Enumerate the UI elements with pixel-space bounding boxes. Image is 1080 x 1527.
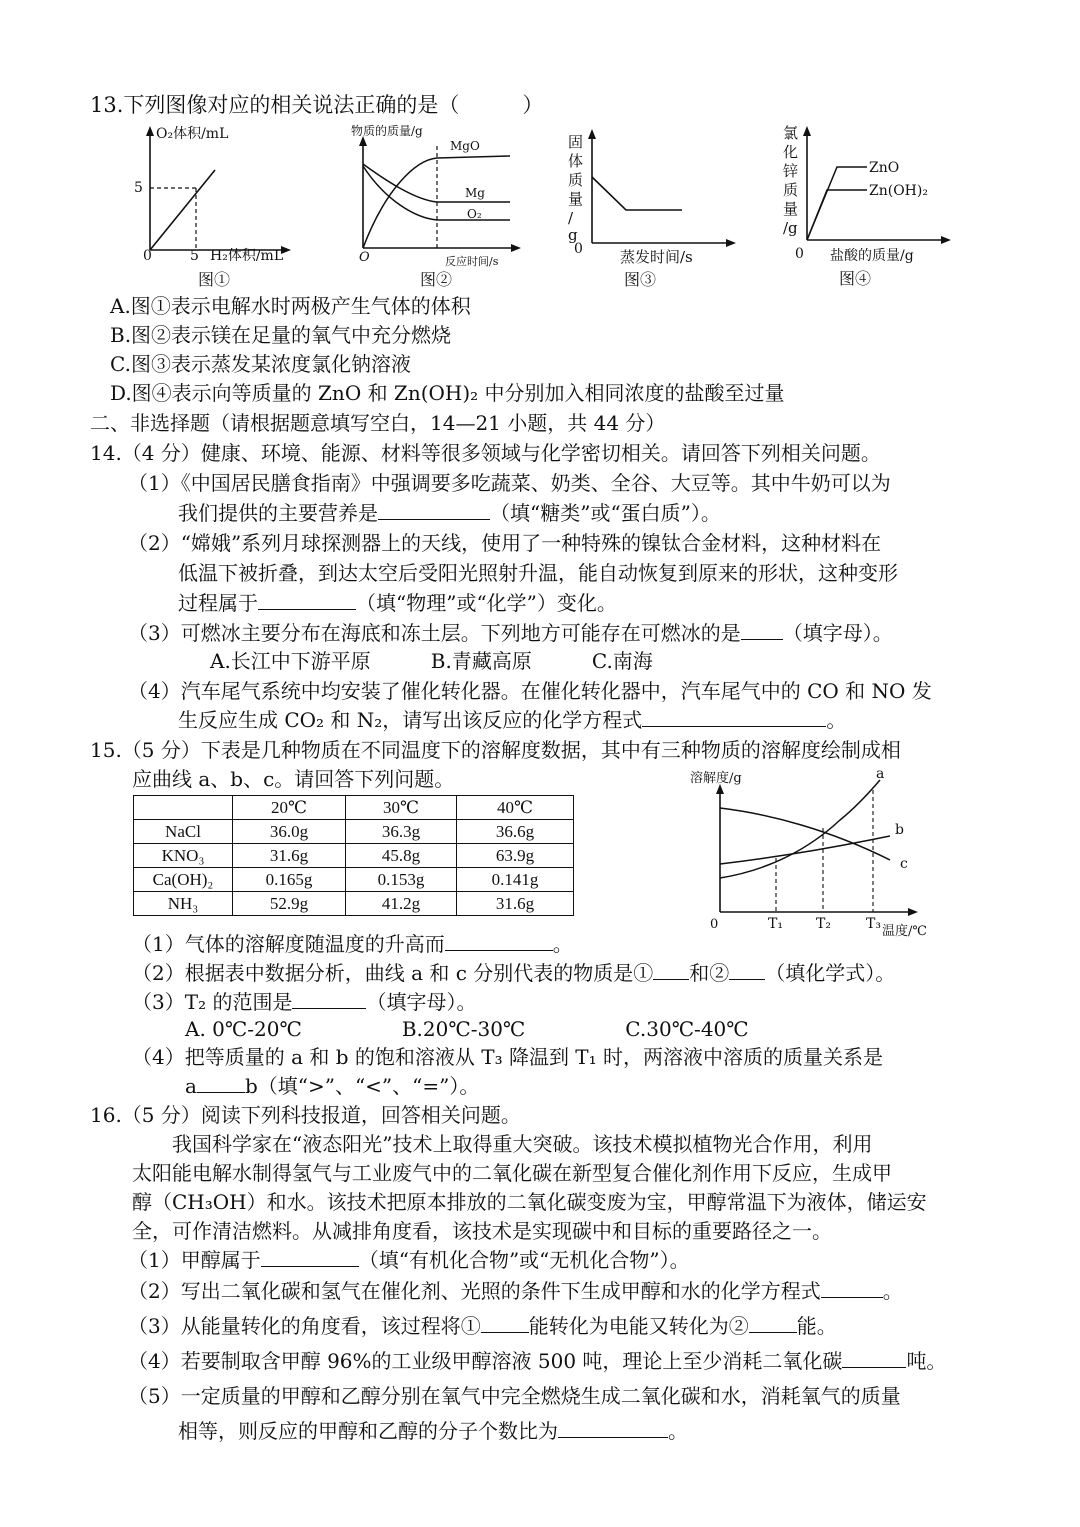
solubility-table <box>133 795 574 916</box>
q14-part3: （3）可燃冰主要分布在海底和冻土层。下列地方可能存在可燃冰的是 （填字母）。 <box>128 621 893 645</box>
graph-label-c: c <box>900 856 908 872</box>
table-header-cell <box>134 796 233 820</box>
fig3-ylabel: 固体质量/ g <box>568 133 584 244</box>
q15-stem-line2: 应曲线 a、b、c。请回答下列问题。 <box>132 767 455 791</box>
fig3-xlabel: 蒸发时间/s <box>620 248 693 266</box>
fig4-xlabel: 盐酸的质量/g <box>830 248 914 264</box>
q14-stem: 14.（4 分）健康、环境、能源、材料等很多领域与化学密切相关。请回答下列相关问题。 <box>90 441 881 465</box>
fig1-x-tick: 5 <box>190 248 199 264</box>
figure-4 <box>775 122 965 296</box>
q16-passage-line4: 全，可作清洁燃料。从减排角度看，该技术是实现碳中和目标的重要路径之一。 <box>132 1219 832 1243</box>
answer-blank <box>445 932 553 951</box>
q14-part4-line2: 生反应生成 CO₂ 和 N₂，请写出该反应的化学方程式 。 <box>178 708 847 732</box>
q14-part2-line1: （2）“嫦娥”系列月球探测器上的天线，使用了一种特殊的镍钛合金材料，这种材料在 <box>128 531 882 555</box>
figure-2 <box>345 120 535 294</box>
fig1-y-tick: 5 <box>134 180 143 196</box>
answer-blank <box>749 1314 797 1333</box>
q15-part4-line1: （4）把等质量的 a 和 b 的饱和溶液从 T₃ 降温到 T₁ 时，两溶液中溶质的质量关系是 <box>132 1045 884 1069</box>
fig1-ylabel: O₂体积/mL <box>156 126 229 142</box>
figure-1 <box>120 120 310 294</box>
table-row <box>134 844 574 868</box>
graph-label-b: b <box>895 822 904 838</box>
q15-part3-options: A. 0℃-20℃ B.20℃-30℃ C.30℃-40℃ <box>185 1017 749 1041</box>
fig3-origin: 0 <box>574 241 583 257</box>
q16-part3: （3）从能量转化的角度看，该过程将① 能转化为电能又转化为② 能。 <box>128 1314 837 1338</box>
table-row <box>134 820 574 844</box>
table-cell: KNO₃ <box>134 844 233 868</box>
curve-b <box>720 836 890 864</box>
graph-ylabel: 溶解度/g <box>690 771 742 786</box>
fig2-caption: 图② <box>420 270 453 289</box>
fig3-line <box>592 177 682 210</box>
fig4-label-zno: ZnO <box>869 160 900 176</box>
answer-blank <box>821 1279 883 1298</box>
graph-t3: T₃ <box>866 916 881 932</box>
table-cell: NH₃ <box>134 892 233 916</box>
q16-part5-line2: 相等，则反应的甲醇和乙醇的分子个数比为 。 <box>178 1419 688 1443</box>
q16-part5-line1: （5）一定质量的甲醇和乙醇分别在氧气中完全燃烧生成二氧化碳和水，消耗氧气的质量 <box>128 1384 901 1408</box>
table-cell: 0.165g <box>233 868 346 892</box>
table-header-cell: 40℃ <box>457 796 574 820</box>
graph-t1: T₁ <box>768 916 783 932</box>
table-cell: 0.141g <box>457 868 574 892</box>
q14-part2-line2: 低温下被折叠，到达太空后受阳光照射升温，能自动恢复到原来的形状，这种变形 <box>178 561 898 585</box>
answer-blank <box>481 1314 529 1333</box>
q13-option-c: C.图③表示蒸发某浓度氯化钠溶液 <box>110 352 411 376</box>
q15-part1: （1）气体的溶解度随温度的升高而 。 <box>132 932 573 956</box>
fig4-label-znoh2: Zn(OH)₂ <box>869 183 928 199</box>
answer-blank <box>378 501 490 520</box>
q16-passage-line3: 醇（CH₃OH）和水。该技术把原本排放的二氧化碳变废为宝，甲醇常温下为液体，储运安 <box>132 1190 927 1214</box>
table-cell: 36.3g <box>346 820 457 844</box>
q13-option-a: A.图①表示电解水时两极产生气体的体积 <box>110 294 471 318</box>
fig2-label-mgo: MgO <box>450 139 480 153</box>
answer-blank <box>258 591 356 610</box>
curve-a <box>720 780 880 878</box>
answer-blank <box>261 1248 359 1267</box>
q14-part3-options: A.长江中下游平原 B.青藏高原 C.南海 <box>210 649 653 673</box>
graph-origin: 0 <box>710 917 719 932</box>
fig4-line-zno <box>807 167 867 240</box>
q16-part2: （2）写出二氧化碳和氢气在催化剂、光照的条件下生成甲醇和水的化学方程式 。 <box>128 1279 903 1303</box>
table-header-row <box>134 796 574 820</box>
answer-blank <box>558 1419 668 1438</box>
q16-part1: （1）甲醇属于 （填“有机化合物”或“无机化合物”）。 <box>128 1248 690 1272</box>
answer-blank <box>197 1074 245 1093</box>
answer-blank <box>642 708 826 727</box>
fig4-line-znoh2 <box>807 190 867 240</box>
q15-part2: （2）根据表中数据分析，曲线 a 和 c 分别代表的物质是① 和② （填化学式）。 <box>132 961 896 985</box>
fig1-line <box>150 170 215 250</box>
graph-xlabel: 温度/℃ <box>882 924 927 939</box>
table-cell: 52.9g <box>233 892 346 916</box>
q13-option-d: D.图④表示向等质量的 ZnO 和 Zn(OH)₂ 中分别加入相同浓度的盐酸至过量 <box>110 381 785 405</box>
table-cell: Ca(OH)₂ <box>134 868 233 892</box>
fig3-caption: 图③ <box>624 270 657 289</box>
fig2-ylabel: 物质的质量/g <box>351 124 423 138</box>
table-row <box>134 892 574 916</box>
q16-passage-line2: 太阳能电解水制得氢气与工业废气中的二氧化碳在新型复合催化剂作用下反应，生成甲 <box>132 1161 892 1185</box>
q14-part4-line1: （4）汽车尾气系统中均安装了催化转化器。在催化转化器中，汽车尾气中的 CO 和 NO 发 <box>128 679 932 703</box>
q14-part1-line1: （1）《中国居民膳食指南》中强调要多吃蔬菜、奶类、全谷、大豆等。其中牛奶可以为 <box>128 471 891 495</box>
answer-blank <box>292 990 366 1009</box>
fig2-origin: O <box>359 250 370 265</box>
table-cell: 36.0g <box>233 820 346 844</box>
q14-part1-line2: 我们提供的主要营养是 （填“糖类”或“蛋白质”）。 <box>178 501 721 525</box>
fig2-label-mg: Mg <box>465 186 485 200</box>
section-2-title: 二、非选择题（请根据题意填写空白，14—21 小题，共 44 分） <box>90 411 666 435</box>
fig1-caption: 图① <box>198 270 231 289</box>
fig2-xlabel: 反应时间/s <box>445 255 499 268</box>
fig2-label-o2: O₂ <box>467 207 482 221</box>
q15-part4-line2: a b（填“>”、“<”、“=”）。 <box>185 1074 480 1098</box>
table-cell: 36.6g <box>457 820 574 844</box>
table-cell: 0.153g <box>346 868 457 892</box>
q16-part4: （4）若要制取含甲醇 96%的工业级甲醇溶液 500 吨，理论上至少消耗二氧化碳 吨。 <box>128 1349 947 1373</box>
solubility-graph <box>690 766 950 944</box>
fig1-xlabel: H₂体积/mL <box>210 248 284 264</box>
table-row <box>134 868 574 892</box>
table-header-cell: 30℃ <box>346 796 457 820</box>
table-cell: 45.8g <box>346 844 457 868</box>
q16-stem: 16.（5 分）阅读下列科技报道，回答相关问题。 <box>90 1103 521 1127</box>
figure-3 <box>560 125 750 299</box>
q13-option-b: B.图②表示镁在足量的氧气中充分燃烧 <box>110 323 452 347</box>
table-cell: 31.6g <box>457 892 574 916</box>
fig4-origin: 0 <box>795 246 804 262</box>
q14-part2-line3: 过程属于 （填“物理”或“化学”）变化。 <box>178 591 617 615</box>
q16-passage-line1: 我国科学家在“液态阳光”技术上取得重大突破。该技术模拟植物光合作用，利用 <box>172 1132 873 1156</box>
answer-blank <box>653 961 689 980</box>
answer-blank <box>741 621 783 640</box>
answer-blank <box>729 961 765 980</box>
table-header-cell: 20℃ <box>233 796 346 820</box>
fig4-ylabel: 氯化锌质量/g <box>783 124 799 237</box>
table-cell: NaCl <box>134 820 233 844</box>
table-cell: 63.9g <box>457 844 574 868</box>
fig1-origin: 0 <box>143 248 152 264</box>
q15-stem-line1: 15.（5 分）下表是几种物质在不同温度下的溶解度数据，其中有三种物质的溶解度绘制成相 <box>90 738 901 762</box>
q13-stem: 13.下列图像对应的相关说法正确的是（ ） <box>90 93 544 117</box>
q15-part3: （3）T₂ 的范围是 （填字母）。 <box>132 990 477 1014</box>
table-cell: 41.2g <box>346 892 457 916</box>
answer-blank <box>842 1349 906 1368</box>
fig4-caption: 图④ <box>839 269 872 288</box>
graph-t2: T₂ <box>816 916 831 932</box>
graph-label-a: a <box>876 766 885 782</box>
table-cell: 31.6g <box>233 844 346 868</box>
